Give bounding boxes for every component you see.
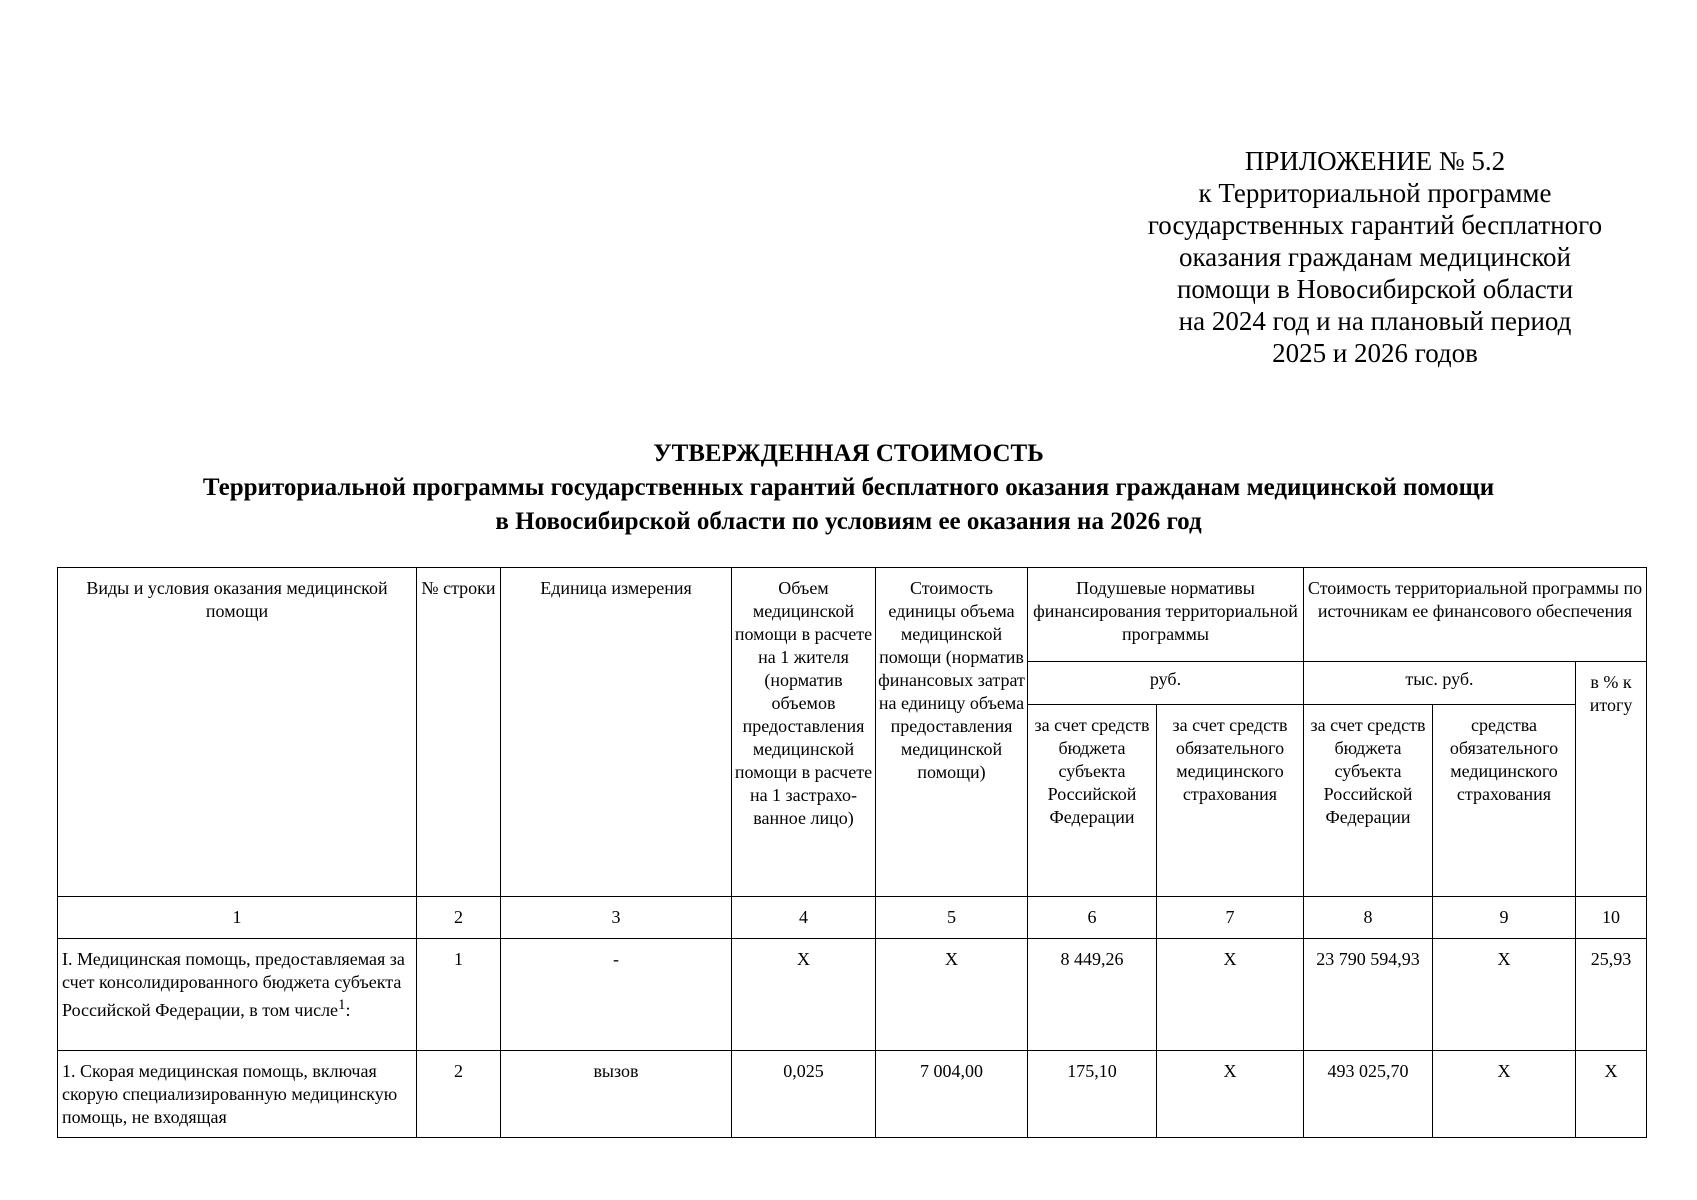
appendix-header	[1120, 145, 1630, 369]
row-total-oms: Х	[1433, 939, 1576, 1051]
row-volume: 0,025	[732, 1051, 876, 1138]
row-per-capita-oms: Х	[1157, 1051, 1304, 1138]
row-total-oms: Х	[1433, 1051, 1576, 1138]
row-total-budget: 493 025,70	[1304, 1051, 1433, 1138]
row-number: 2	[417, 1051, 501, 1138]
row-name: 1. Скорая медицинская помощь, включая скорую специализированную медицинскую помощь, не входящая	[58, 1051, 417, 1138]
column-number: 1	[58, 897, 417, 939]
appendix-line: на 2024 год и на плановый период	[1178, 306, 1572, 336]
row-percent: 25,93	[1576, 939, 1647, 1051]
column-number: 5	[876, 897, 1028, 939]
header-thousand-rub: тыс. руб.	[1304, 662, 1576, 705]
header-volume: Объем медицинской помощи в расчете на 1 жителя (норматив объемов предоставления медицинской помощи в расчете на 1 застрахо-ванное лицо)	[732, 568, 876, 897]
footnote-mark: 1	[338, 997, 346, 1013]
title-line-1: УТВЕРЖДЕННАЯ СТОИМОСТЬ	[653, 440, 1044, 467]
column-numbers-row	[58, 897, 1647, 939]
row-name-suffix: :	[345, 1000, 351, 1020]
row-name: I. Медицинская помощь, предоставляемая за счет консолидированного бюджета субъекта Российской Федерации, в том числе	[62, 949, 405, 1020]
header-rub: руб.	[1028, 662, 1304, 705]
document-title	[0, 437, 1697, 539]
row-unit: вызов	[501, 1051, 732, 1138]
column-number: 7	[1157, 897, 1304, 939]
header-oms-funds: за счет средств обязательного медицинского страхования	[1157, 705, 1304, 897]
cost-table	[57, 567, 1647, 1138]
appendix-line: оказания гражданам медицинской	[1178, 242, 1572, 272]
column-number: 6	[1028, 897, 1157, 939]
header-kinds: Виды и условия оказания медицинской помощи	[58, 568, 417, 897]
column-number: 2	[417, 897, 501, 939]
row-cost: Х	[876, 939, 1028, 1051]
row-cost: 7 004,00	[876, 1051, 1028, 1138]
appendix-line: помощи в Новосибирской области	[1176, 274, 1574, 304]
row-unit: -	[501, 939, 732, 1051]
row-volume: Х	[732, 939, 876, 1051]
header-program-cost: Стоимость территориальной программы по источникам ее финансового обеспечения	[1304, 568, 1647, 662]
row-per-capita-budget: 175,10	[1028, 1051, 1157, 1138]
appendix-line: к Территориальной программе	[1198, 178, 1552, 208]
column-number: 8	[1304, 897, 1433, 939]
header-per-capita: Подушевые нормативы финансирования территориальной программы	[1028, 568, 1304, 662]
row-total-budget: 23 790 594,93	[1304, 939, 1433, 1051]
title-line-2: Территориальной программы государственных гарантий бесплатного оказания гражданам медицинской помощи	[202, 474, 1495, 501]
header-oms-funds-2: средства обязательного медицинского страхования	[1433, 705, 1576, 897]
table-row	[58, 1051, 1647, 1138]
appendix-line: государственных гарантий бесплатного	[1147, 210, 1603, 240]
row-name-cell	[58, 939, 417, 1051]
header-row-no: № строки	[417, 568, 501, 897]
header-cost: Стоимость единицы объема медицинской помощи (норматив финансовых затрат на единицу объема предоставления медицинской помощи)	[876, 568, 1028, 897]
header-budget-rf-2: за счет средств бюджета субъекта Российской Федерации	[1304, 705, 1433, 897]
title-line-3: в Новосибирской области по условиям ее оказания на 2026 год	[495, 508, 1202, 535]
column-number: 4	[732, 897, 876, 939]
column-number: 10	[1576, 897, 1647, 939]
row-per-capita-oms: Х	[1157, 939, 1304, 1051]
row-number: 1	[417, 939, 501, 1051]
row-percent: Х	[1576, 1051, 1647, 1138]
header-unit: Единица измерения	[501, 568, 732, 897]
table-row	[58, 939, 1647, 1051]
column-number: 9	[1433, 897, 1576, 939]
row-per-capita-budget: 8 449,26	[1028, 939, 1157, 1051]
header-percent: в % к итогу	[1576, 662, 1647, 897]
column-number: 3	[501, 897, 732, 939]
header-budget-rf: за счет средств бюджета субъекта Российской Федерации	[1028, 705, 1157, 897]
appendix-line: ПРИЛОЖЕНИЕ № 5.2	[1244, 146, 1506, 176]
appendix-line: 2025 и 2026 годов	[1272, 338, 1478, 368]
